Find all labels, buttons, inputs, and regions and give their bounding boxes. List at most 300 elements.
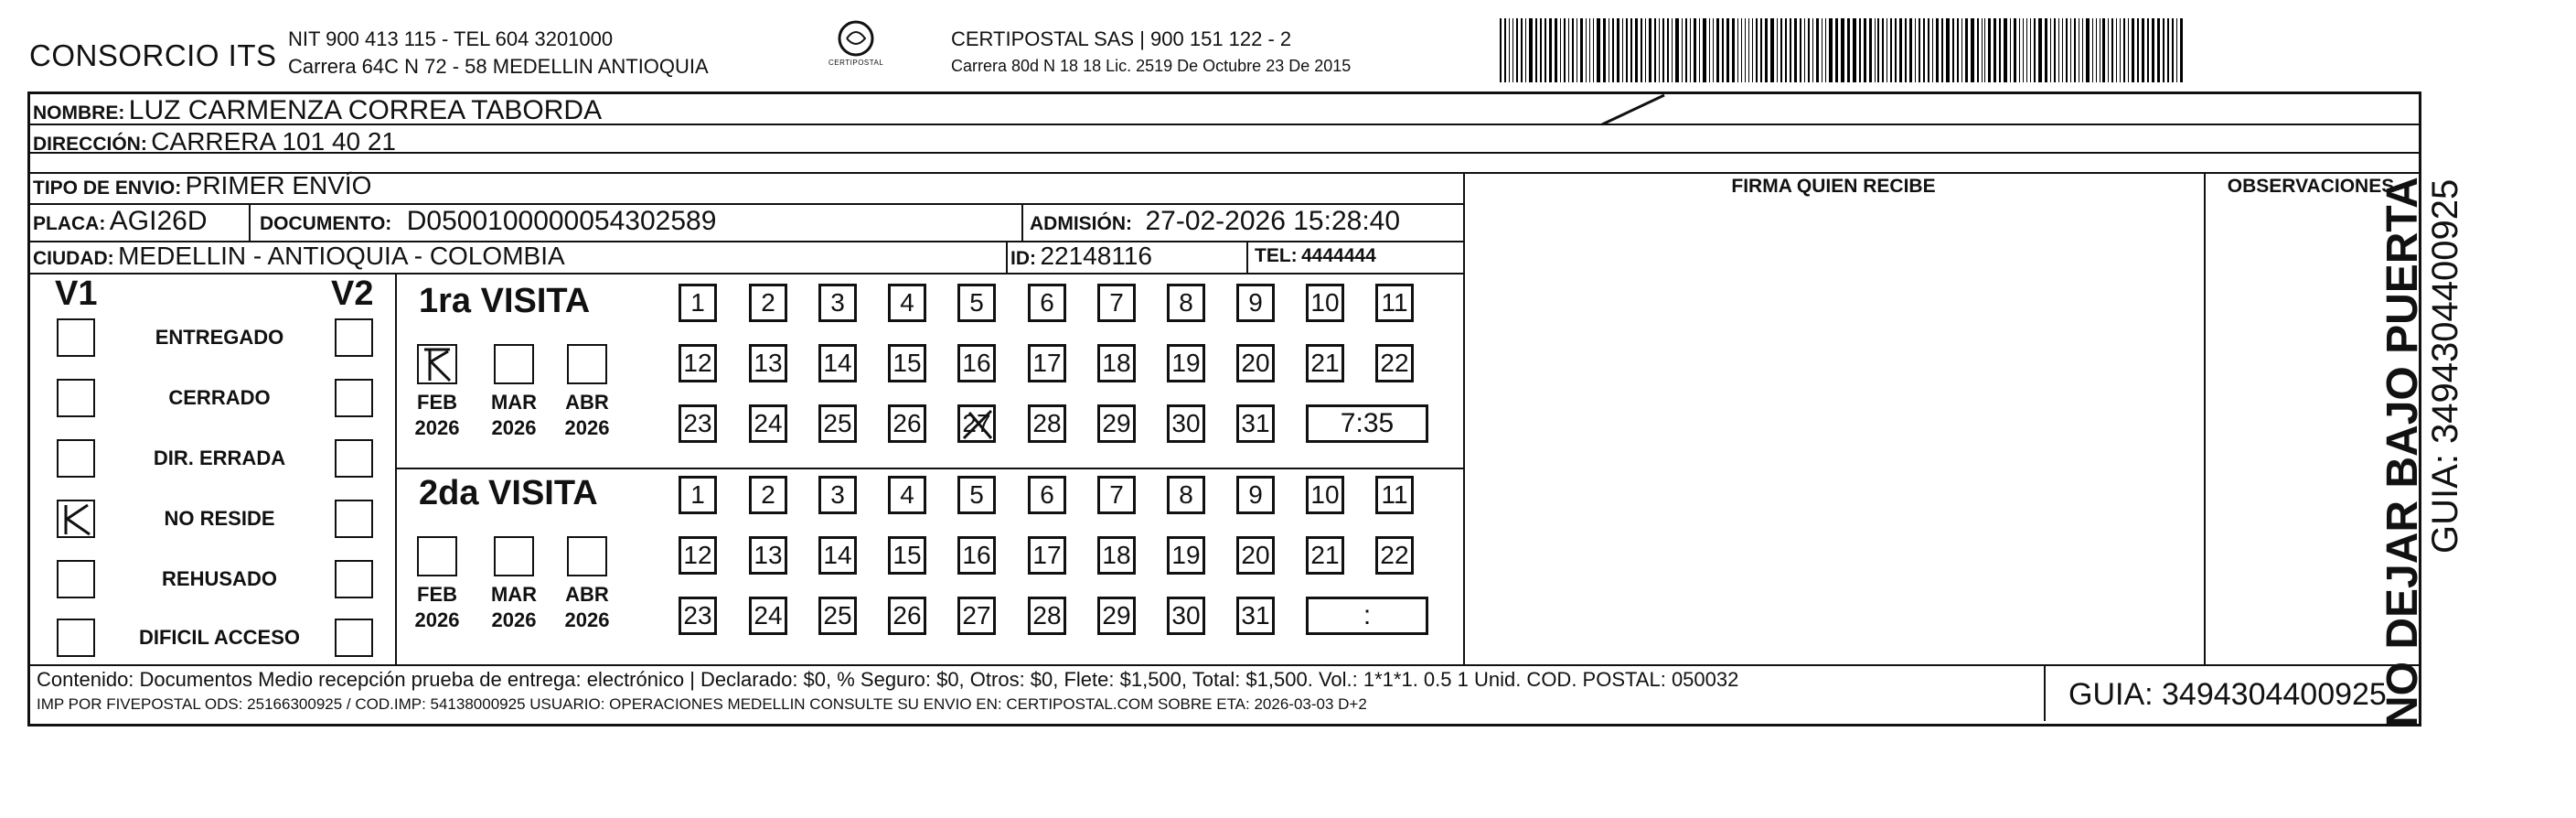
day-number: 16 — [962, 541, 991, 569]
barcode-bar — [1662, 18, 1665, 82]
v2-checkbox[interactable] — [335, 439, 373, 478]
day-box[interactable] — [1028, 284, 1066, 322]
barcode-bar — [1957, 18, 1959, 82]
day-box[interactable] — [957, 597, 996, 635]
month-year: 2026 — [414, 608, 460, 631]
barcode-bar — [1726, 18, 1729, 82]
barcode-bar — [1682, 18, 1683, 82]
barcode-bar — [2066, 18, 2068, 82]
barcode-bar — [1555, 18, 1557, 82]
direccion-label: DIRECCIÓN: — [33, 134, 147, 155]
day-number: 18 — [1102, 349, 1131, 377]
status-label: NO RESIDE — [164, 507, 275, 530]
month-name: FEB — [417, 391, 457, 414]
day-number: 24 — [754, 409, 783, 437]
month-year: 2026 — [491, 608, 537, 631]
barcode-bar — [1859, 18, 1862, 82]
month-name: ABR — [565, 391, 609, 414]
day-box[interactable] — [1097, 344, 1136, 382]
status-label: DIFICIL ACCESO — [138, 626, 300, 649]
barcode-bar — [2172, 18, 2174, 82]
barcode-bar — [1835, 18, 1838, 82]
barcode-bar — [1816, 18, 1819, 82]
day-number: 9 — [1248, 288, 1263, 317]
barcode-bar — [1500, 18, 1502, 82]
day-box[interactable] — [1167, 284, 1205, 322]
barcode-bar — [1560, 18, 1561, 82]
side-notice: NO DEJAR BAJO PUERTA — [2378, 177, 2427, 727]
barcode-bar — [2137, 18, 2139, 82]
status-label: REHUSADO — [162, 567, 277, 590]
barcode-bar — [1915, 18, 1916, 82]
barcode-bar — [2034, 18, 2036, 82]
day-number: 5 — [969, 480, 984, 509]
barcode-bar — [1626, 18, 1628, 82]
day-number: 10 — [1310, 480, 1340, 509]
day-number: 31 — [1241, 601, 1270, 630]
barcode-bar — [1808, 18, 1810, 82]
barcode-bar — [1946, 18, 1949, 82]
barcode-bar — [2152, 18, 2154, 82]
documento-label: DOCUMENTO: — [260, 213, 392, 234]
day-box[interactable] — [1236, 597, 1275, 635]
barcode-bar — [2010, 18, 2011, 82]
barcode-bar — [1589, 18, 1590, 82]
day-box[interactable] — [818, 284, 857, 322]
barcode-bar — [2102, 18, 2105, 82]
seal-text: CERTIPOSTAL — [828, 59, 884, 67]
barcode-bar — [2054, 18, 2056, 82]
day-box[interactable] — [749, 344, 787, 382]
day-number: 3 — [830, 288, 845, 317]
company-name: CONSORCIO ITS — [29, 38, 277, 72]
barcode-bar — [1586, 18, 1587, 82]
barcode-bar — [2108, 18, 2109, 82]
v1-checkbox[interactable] — [57, 318, 95, 357]
day-number: 8 — [1179, 480, 1193, 509]
day-box[interactable] — [1167, 597, 1205, 635]
firma-header: FIRMA QUIEN RECIBE — [1731, 176, 1936, 197]
v2-checkbox[interactable] — [335, 619, 373, 657]
barcode-bar — [2142, 18, 2144, 82]
admision-value: 27-02-2026 15:28:40 — [1145, 206, 1401, 236]
day-number: 17 — [1032, 541, 1062, 569]
barcode-bar — [2030, 18, 2031, 82]
month-name: ABR — [565, 583, 609, 606]
barcode-bar — [1737, 18, 1738, 82]
barcode-bar — [2058, 18, 2059, 82]
pen-stroke — [1600, 91, 1673, 128]
month-year: 2026 — [414, 416, 460, 439]
barcode-bar — [1756, 18, 1758, 82]
day-number: 13 — [754, 541, 783, 569]
admision-row — [1030, 206, 1400, 237]
day-box[interactable] — [888, 344, 926, 382]
certipostal-logo-icon — [828, 18, 883, 82]
barcode-bar — [2157, 18, 2160, 82]
barcode-bar — [1752, 18, 1753, 82]
barcode-bar — [1895, 18, 1897, 82]
barcode-bar — [1999, 18, 2002, 82]
month-name: MAR — [490, 583, 538, 606]
day-box[interactable] — [1097, 284, 1136, 322]
day-box[interactable] — [679, 284, 717, 322]
day-box[interactable] — [679, 476, 717, 514]
day-box[interactable] — [1306, 344, 1344, 382]
day-box[interactable] — [1236, 404, 1275, 443]
day-number: 28 — [1032, 601, 1062, 630]
day-box[interactable] — [957, 284, 996, 322]
day-number: 26 — [893, 409, 922, 437]
barcode-bar — [2167, 18, 2169, 82]
barcode-bar — [1659, 18, 1660, 82]
day-number: 18 — [1102, 541, 1131, 569]
day-box[interactable] — [888, 404, 926, 443]
day-number: 20 — [1241, 541, 1270, 569]
month-checkbox[interactable] — [417, 344, 457, 384]
barcode-bar — [2019, 18, 2020, 82]
barcode-bar — [1790, 18, 1791, 82]
day-number: 15 — [893, 541, 922, 569]
day-number: 14 — [823, 349, 852, 377]
tel-value: 4444444 — [1301, 245, 1376, 266]
barcode-bar — [2082, 18, 2084, 82]
id-value: 22148116 — [1040, 242, 1152, 270]
barcode-bar — [2116, 18, 2117, 82]
barcode-bar — [1905, 18, 1907, 82]
barcode-bar — [2050, 18, 2051, 82]
day-box[interactable] — [1028, 536, 1066, 575]
day-number: 3 — [830, 480, 845, 509]
barcode-bar — [1612, 18, 1614, 82]
day-box[interactable] — [749, 597, 787, 635]
day-box[interactable] — [679, 404, 717, 443]
footer-guia: GUIA: 3494304400925 — [2068, 677, 2387, 712]
day-number: 1 — [690, 480, 705, 509]
barcode-bar — [1645, 18, 1646, 82]
day-box[interactable] — [1097, 476, 1136, 514]
v1-checkbox[interactable] — [57, 439, 95, 478]
side-guia: GUIA: 3494304400925 — [2425, 178, 2465, 554]
barcode-bar — [1847, 18, 1850, 82]
barcode-bar — [1909, 18, 1912, 82]
day-number: 24 — [754, 601, 783, 630]
day-number: 20 — [1241, 349, 1270, 377]
day-box[interactable] — [679, 536, 717, 575]
barcode-bar — [1971, 18, 1973, 82]
day-box[interactable] — [888, 536, 926, 575]
barcode-bar — [1777, 18, 1779, 82]
day-box[interactable] — [1375, 284, 1414, 322]
barcode-bar — [1654, 18, 1656, 82]
day-number: 27 — [962, 601, 991, 630]
barcode-bar — [1716, 18, 1719, 82]
day-box[interactable] — [888, 284, 926, 322]
month-name: FEB — [417, 583, 457, 606]
barcode-bar — [2023, 18, 2024, 82]
day-box[interactable] — [1097, 404, 1136, 443]
barcode-bar — [1622, 18, 1623, 82]
id-row — [1010, 242, 1152, 271]
barcode-bar — [1875, 18, 1876, 82]
day-number: 7 — [1109, 480, 1124, 509]
barcode-bar — [2096, 18, 2097, 82]
day-number: 6 — [1040, 480, 1054, 509]
barcode-bar — [1780, 18, 1782, 82]
day-box[interactable] — [1028, 344, 1066, 382]
barcode-bar — [2074, 18, 2076, 82]
barcode-bar — [1713, 18, 1714, 82]
day-number: 23 — [683, 409, 712, 437]
day-number: 4 — [900, 288, 914, 317]
signature-area[interactable] — [1466, 206, 2202, 662]
day-number: 27 — [962, 409, 991, 437]
barcode-bar — [1630, 18, 1633, 82]
day-box[interactable] — [1167, 344, 1205, 382]
tipo-row — [33, 171, 371, 200]
documento-value: D0500100000054302589 — [406, 206, 717, 236]
barcode-bar — [2123, 18, 2125, 82]
day-box[interactable] — [1306, 536, 1344, 575]
barcode-bar — [1785, 18, 1787, 82]
barcode-bar — [1564, 18, 1566, 82]
day-box[interactable] — [888, 597, 926, 635]
barcode-bar — [2026, 18, 2027, 82]
barcode-bar — [1540, 18, 1542, 82]
barcode-bar — [1549, 18, 1552, 82]
barcode-bar — [1853, 18, 1855, 82]
day-number: 4 — [900, 480, 914, 509]
barcode-bar — [1760, 18, 1763, 82]
day-number: 30 — [1171, 601, 1201, 630]
barcode-bar — [1741, 18, 1742, 82]
day-box[interactable] — [749, 536, 787, 575]
day-box[interactable] — [1097, 597, 1136, 635]
month-label — [410, 390, 465, 441]
day-number: 30 — [1171, 409, 1201, 437]
barcode-bar — [1593, 18, 1594, 82]
ciudad-value: MEDELLIN - ANTIOQUIA - COLOMBIA — [118, 242, 565, 270]
day-box[interactable] — [679, 344, 717, 382]
day-box[interactable] — [1236, 476, 1275, 514]
v1-checkbox[interactable] — [57, 500, 95, 538]
day-number: 6 — [1040, 288, 1054, 317]
barcode-bar — [1984, 18, 1985, 82]
day-number: 29 — [1102, 409, 1131, 437]
v2-checkbox[interactable] — [335, 318, 373, 357]
status-label: CERRADO — [168, 386, 271, 409]
placa-label: PLACA: — [33, 213, 106, 234]
barcode-bar — [1965, 18, 1968, 82]
month-checkbox[interactable] — [417, 536, 457, 576]
barcode-bar — [1923, 18, 1926, 82]
day-box[interactable] — [1236, 344, 1275, 382]
observaciones-header: OBSERVACIONES — [2227, 176, 2395, 197]
day-box[interactable] — [1028, 476, 1066, 514]
day-box[interactable] — [1375, 536, 1414, 575]
day-box[interactable] — [1306, 476, 1344, 514]
barcode-bar — [1572, 18, 1575, 82]
contenido-text: Contenido: Documentos Medio recepción prueba de entrega: electrónico | Declarado: $0, % Seguro: $0, Otros: $0, Flete: $1,500, Total: $1,500. Vol.: 1*1*1. 0.5 1 Unid. COD. POSTAL: 050032 — [37, 668, 1739, 691]
day-box[interactable] — [957, 476, 996, 514]
company-address: Carrera 64C N 72 - 58 MEDELLIN ANTIOQUIA — [288, 55, 709, 78]
day-box[interactable] — [679, 597, 717, 635]
day-box[interactable] — [1236, 284, 1275, 322]
day-box[interactable] — [888, 476, 926, 514]
month-label — [560, 582, 615, 633]
v2-checkbox[interactable] — [335, 560, 373, 598]
day-number: 16 — [962, 349, 991, 377]
tel-row — [1255, 245, 1376, 267]
barcode-bar — [1617, 18, 1619, 82]
barcode-bar — [1932, 18, 1933, 82]
barcode-bar — [1794, 18, 1797, 82]
barcode-bar — [1504, 18, 1507, 82]
day-number: 17 — [1032, 349, 1062, 377]
barcode-bar — [2062, 18, 2064, 82]
barcode-bar — [1800, 18, 1801, 82]
day-box[interactable] — [1167, 476, 1205, 514]
month-checkbox[interactable] — [567, 344, 607, 384]
v1-checkbox[interactable] — [57, 560, 95, 598]
day-box[interactable] — [957, 404, 996, 443]
day-box[interactable] — [749, 284, 787, 322]
day-box[interactable] — [1167, 404, 1205, 443]
day-number: 19 — [1171, 541, 1201, 569]
month-label — [560, 390, 615, 441]
day-number: 2 — [761, 288, 775, 317]
day-box[interactable] — [1028, 404, 1066, 443]
day-number: 19 — [1171, 349, 1201, 377]
v1-header: V1 — [55, 274, 98, 313]
barcode-bar — [1882, 18, 1884, 82]
day-number: 21 — [1310, 541, 1340, 569]
barcode-bar — [1690, 18, 1691, 82]
day-box[interactable] — [818, 536, 857, 575]
month-year: 2026 — [491, 416, 537, 439]
day-box[interactable] — [749, 476, 787, 514]
barcode-bar — [2038, 18, 2041, 82]
day-box[interactable] — [1375, 476, 1414, 514]
day-number: 11 — [1381, 288, 1408, 317]
day-number: 13 — [754, 349, 783, 377]
barcode-bar — [1899, 18, 1902, 82]
day-box[interactable] — [957, 536, 996, 575]
day-number: 31 — [1241, 409, 1270, 437]
barcode-bar — [2128, 18, 2129, 82]
barcode-bar — [1509, 18, 1510, 82]
v1-checkbox[interactable] — [57, 379, 95, 417]
barcode-bar — [1869, 18, 1872, 82]
month-checkbox[interactable] — [494, 344, 534, 384]
day-number: 15 — [893, 349, 922, 377]
month-name: MAR — [490, 391, 538, 414]
barcode-bar — [2111, 18, 2113, 82]
barcode-bar — [1641, 18, 1642, 82]
day-box[interactable] — [1236, 536, 1275, 575]
barcode-bar — [1829, 18, 1832, 82]
day-number: 21 — [1310, 349, 1340, 377]
day-box[interactable] — [818, 344, 857, 382]
day-number: 12 — [683, 541, 712, 569]
ciudad-label: CIUDAD: — [33, 248, 114, 269]
day-number: 10 — [1310, 288, 1340, 317]
barcode-bar — [1568, 18, 1569, 82]
v2-checkbox[interactable] — [335, 379, 373, 417]
barcode-bar — [1928, 18, 1929, 82]
nombre-value: LUZ CARMENZA CORREA TABORDA — [128, 95, 603, 125]
day-number: 28 — [1032, 409, 1062, 437]
day-box[interactable] — [818, 597, 857, 635]
barcode-bar — [1580, 18, 1583, 82]
barcode-bar — [2147, 18, 2149, 82]
barcode-bar — [2180, 18, 2183, 82]
barcode-bar — [1877, 18, 1879, 82]
barcode-bar — [1890, 18, 1892, 82]
barcode-bar — [1709, 18, 1711, 82]
day-box[interactable] — [1375, 344, 1414, 382]
day-number: 2 — [761, 480, 775, 509]
day-box[interactable] — [1167, 536, 1205, 575]
placa-row — [33, 206, 208, 237]
month-label — [486, 390, 541, 441]
barcode-bar — [2014, 18, 2016, 82]
barcode-bar — [1765, 18, 1768, 82]
day-number: 12 — [683, 349, 712, 377]
barcode-bar — [2176, 18, 2177, 82]
status-label: DIR. ERRADA — [153, 447, 286, 469]
time-field[interactable]: 7:35 — [1306, 404, 1428, 443]
barcode-bar — [2132, 18, 2134, 82]
barcode-bar — [1535, 18, 1538, 82]
day-box[interactable] — [1028, 597, 1066, 635]
month-checkbox[interactable] — [567, 536, 607, 576]
day-number: 9 — [1248, 480, 1263, 509]
barcode-bar — [2045, 18, 2047, 82]
day-box[interactable] — [818, 404, 857, 443]
barcode-bar — [2004, 18, 2006, 82]
barcode-bar — [1685, 18, 1687, 82]
barcode-bar — [1941, 18, 1943, 82]
day-box[interactable] — [749, 404, 787, 443]
barcode-bar — [1841, 18, 1844, 82]
day-box[interactable] — [1306, 284, 1344, 322]
second-visit-title: 2da VISITA — [419, 474, 598, 512]
month-checkbox[interactable] — [494, 536, 534, 576]
day-number: 25 — [823, 601, 852, 630]
time-field[interactable]: : — [1306, 597, 1428, 635]
day-number: 8 — [1179, 288, 1193, 317]
day-box[interactable] — [818, 476, 857, 514]
status-label: ENTREGADO — [155, 326, 284, 349]
barcode-bar — [2092, 18, 2093, 82]
nombre-row — [33, 95, 602, 126]
nombre-label: NOMBRE: — [33, 102, 125, 124]
barcode-bar — [1649, 18, 1651, 82]
barcode-bar — [1919, 18, 1920, 82]
v1-checkbox[interactable] — [57, 619, 95, 657]
barcode-bar — [1732, 18, 1735, 82]
day-box[interactable] — [1097, 536, 1136, 575]
first-visit-title: 1ra VISITA — [419, 282, 591, 320]
barcode-bar — [1672, 18, 1673, 82]
v2-checkbox[interactable] — [335, 500, 373, 538]
month-label — [410, 582, 465, 633]
day-box[interactable] — [957, 344, 996, 382]
barcode-bar — [1748, 18, 1749, 82]
barcode-bar — [1597, 18, 1599, 82]
day-check-mark — [960, 407, 995, 448]
